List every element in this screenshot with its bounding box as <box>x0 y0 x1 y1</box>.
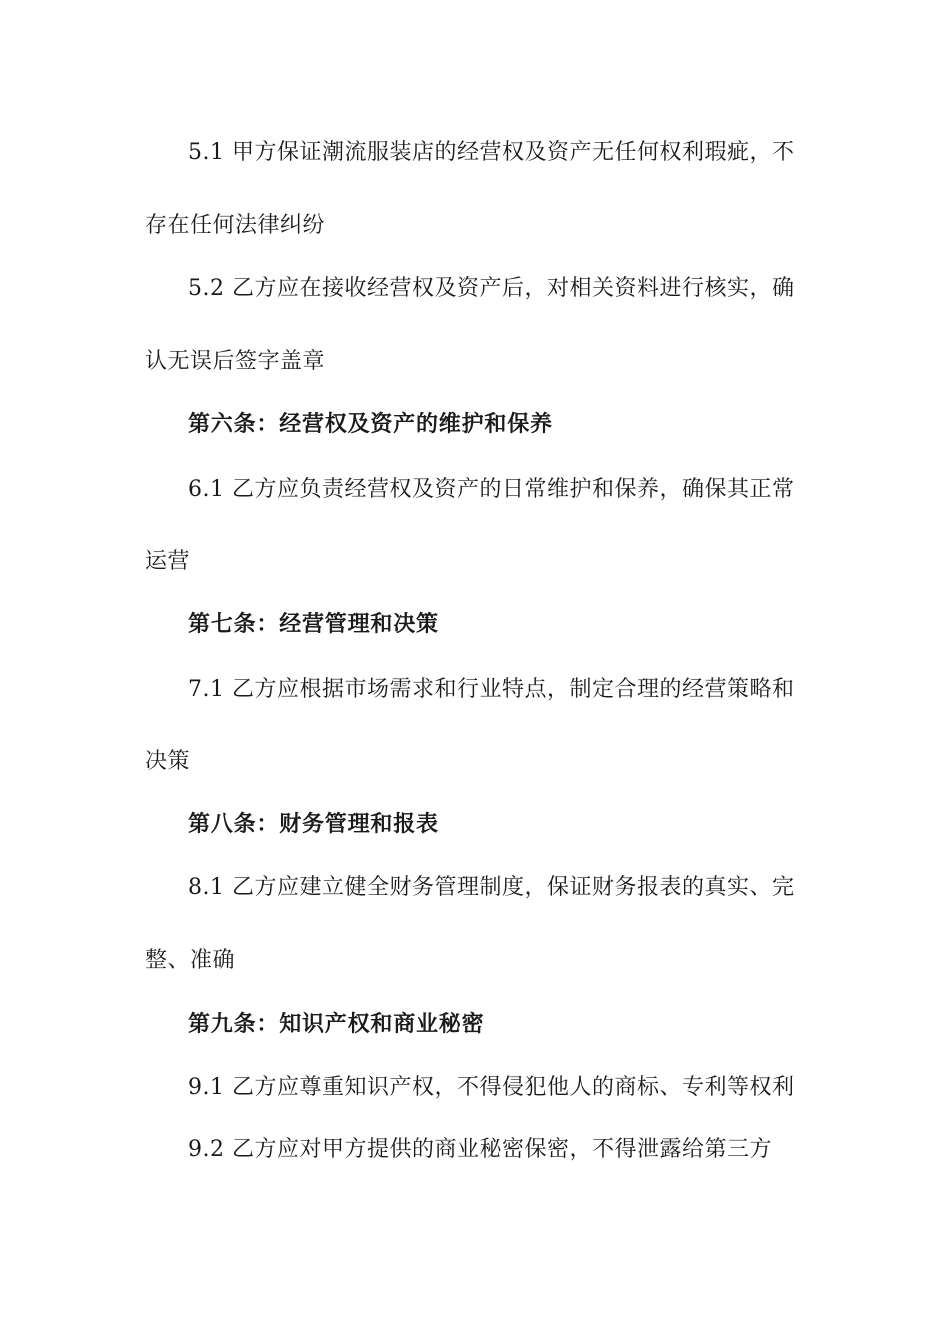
clause-9-2: 9.2 乙方应对甲方提供的商业秘密保密，不得泄露给第三方 <box>188 1137 772 1162</box>
clause-5-2-line-1: 5.2 乙方应在接收经营权及资产后，对相关资料进行核实，确 <box>188 276 795 301</box>
article-7-heading: 第七条：经营管理和决策 <box>188 612 439 637</box>
clause-8-1-line-2: 整、准确 <box>145 948 236 973</box>
clause-5-2-line-2: 认无误后签字盖章 <box>145 349 326 374</box>
clause-9-1: 9.1 乙方应尊重知识产权，不得侵犯他人的商标、专利等权利 <box>188 1075 795 1100</box>
clause-6-1-line-1: 6.1 乙方应负责经营权及资产的日常维护和保养，确保其正常 <box>188 477 795 502</box>
article-9-heading: 第九条：知识产权和商业秘密 <box>188 1012 485 1037</box>
clause-6-1-line-2: 运营 <box>145 549 191 574</box>
clause-7-1-line-2: 决策 <box>145 749 191 774</box>
clause-7-1-line-1: 7.1 乙方应根据市场需求和行业特点，制定合理的经营策略和 <box>188 677 795 702</box>
article-8-heading: 第八条：财务管理和报表 <box>188 812 439 837</box>
article-6-heading: 第六条：经营权及资产的维护和保养 <box>188 412 553 437</box>
clause-8-1-line-1: 8.1 乙方应建立健全财务管理制度，保证财务报表的真实、完 <box>188 875 795 900</box>
clause-5-1-line-2: 存在任何法律纠纷 <box>145 213 326 238</box>
clause-5-1-line-1: 5.1 甲方保证潮流服装店的经营权及资产无任何权利瑕疵，不 <box>188 140 795 165</box>
